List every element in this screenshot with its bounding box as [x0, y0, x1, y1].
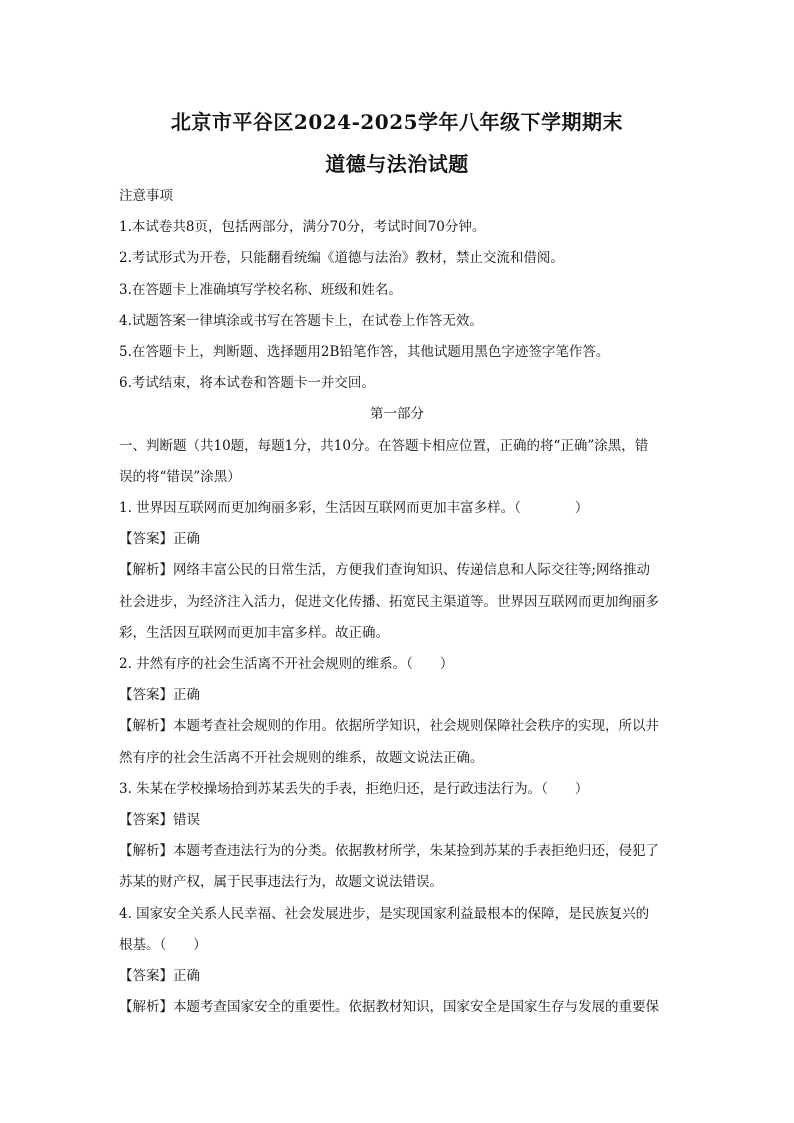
- section-instructions: 误的将“错误”涂黑）: [119, 469, 241, 485]
- notice-item: 3.在答题卡上准确填写学校名称、班级和姓名。: [119, 282, 402, 298]
- exam-title: 北京市平谷区2024-2025学年八年级下学期期末: [170, 110, 624, 134]
- answer-text: 【答案】错误: [119, 812, 200, 828]
- question-text: 2. 井然有序的社会生活离不开社会规则的维系。（ ）: [119, 656, 454, 672]
- question-text: 1. 世界因互联网而更加绚丽多彩，生活因互联网而更加丰富多样。（ ）: [119, 500, 589, 516]
- analysis-text: 彩，生活因互联网而更加丰富多样。故正确。: [119, 625, 389, 641]
- analysis-text: 【解析】本题考查国家安全的重要性。依据教材知识，国家安全是国家生存与发展的重要保: [119, 999, 659, 1015]
- answer-text: 【答案】正确: [119, 687, 200, 703]
- exam-subtitle: 道德与法治试题: [325, 152, 469, 176]
- analysis-text: 苏某的财产权，属于民事违法行为，故题文说法错误。: [119, 874, 443, 890]
- part-heading: 第一部分: [370, 406, 424, 422]
- notice-heading: 注意事项: [119, 188, 173, 204]
- notice-item: 2.考试形式为开卷，只能翻看统编《道德与法治》教材，禁止交流和借阅。: [119, 250, 564, 266]
- question-text: 4. 国家安全关系人民幸福、社会发展进步，是实现国家利益最根本的保障，是民族复兴的: [119, 906, 650, 922]
- answer-text: 【答案】正确: [119, 968, 200, 984]
- notice-item: 5.在答题卡上，判断题、选择题用2B铅笔作答，其他试题用黑色字迹签字笔作答。: [119, 344, 610, 360]
- answer-text: 【答案】正确: [119, 531, 200, 547]
- analysis-text: 社会进步，为经济注入活力，促进文化传播、拓宽民主渠道等。世界因互联网而更加绚丽多: [119, 594, 659, 610]
- analysis-text: 【解析】本题考查违法行为的分类。依据教材所学，朱某捡到苏某的手表拒绝归还，侵犯了: [119, 843, 659, 859]
- notice-item: 6.考试结束，将本试卷和答题卡一并交回。: [119, 375, 375, 391]
- notice-item: 1.本试卷共8页，包括两部分，满分70分，考试时间70分钟。: [119, 219, 486, 235]
- question-text: 3. 朱某在学校操场拾到苏某丢失的手表，拒绝归还，是行政违法行为。（ ）: [119, 781, 589, 797]
- analysis-text: 然有序的社会生活离不开社会规则的维系，故题文说法正确。: [119, 750, 484, 766]
- analysis-text: 【解析】网络丰富公民的日常生活，方便我们查询知识、传递信息和人际交往等;网络推动: [119, 562, 651, 578]
- notice-item: 4.试题答案一律填涂或书写在答题卡上，在试卷上作答无效。: [119, 313, 483, 329]
- section-instructions: 一、判断题（共10题，每题1分，共10分。在答题卡相应位置，正确的将“正确”涂黑，错: [119, 438, 649, 454]
- question-text: 根基。（ ）: [119, 937, 207, 953]
- analysis-text: 【解析】本题考查社会规则的作用。依据所学知识，社会规则保障社会秩序的实现，所以井: [119, 718, 659, 734]
